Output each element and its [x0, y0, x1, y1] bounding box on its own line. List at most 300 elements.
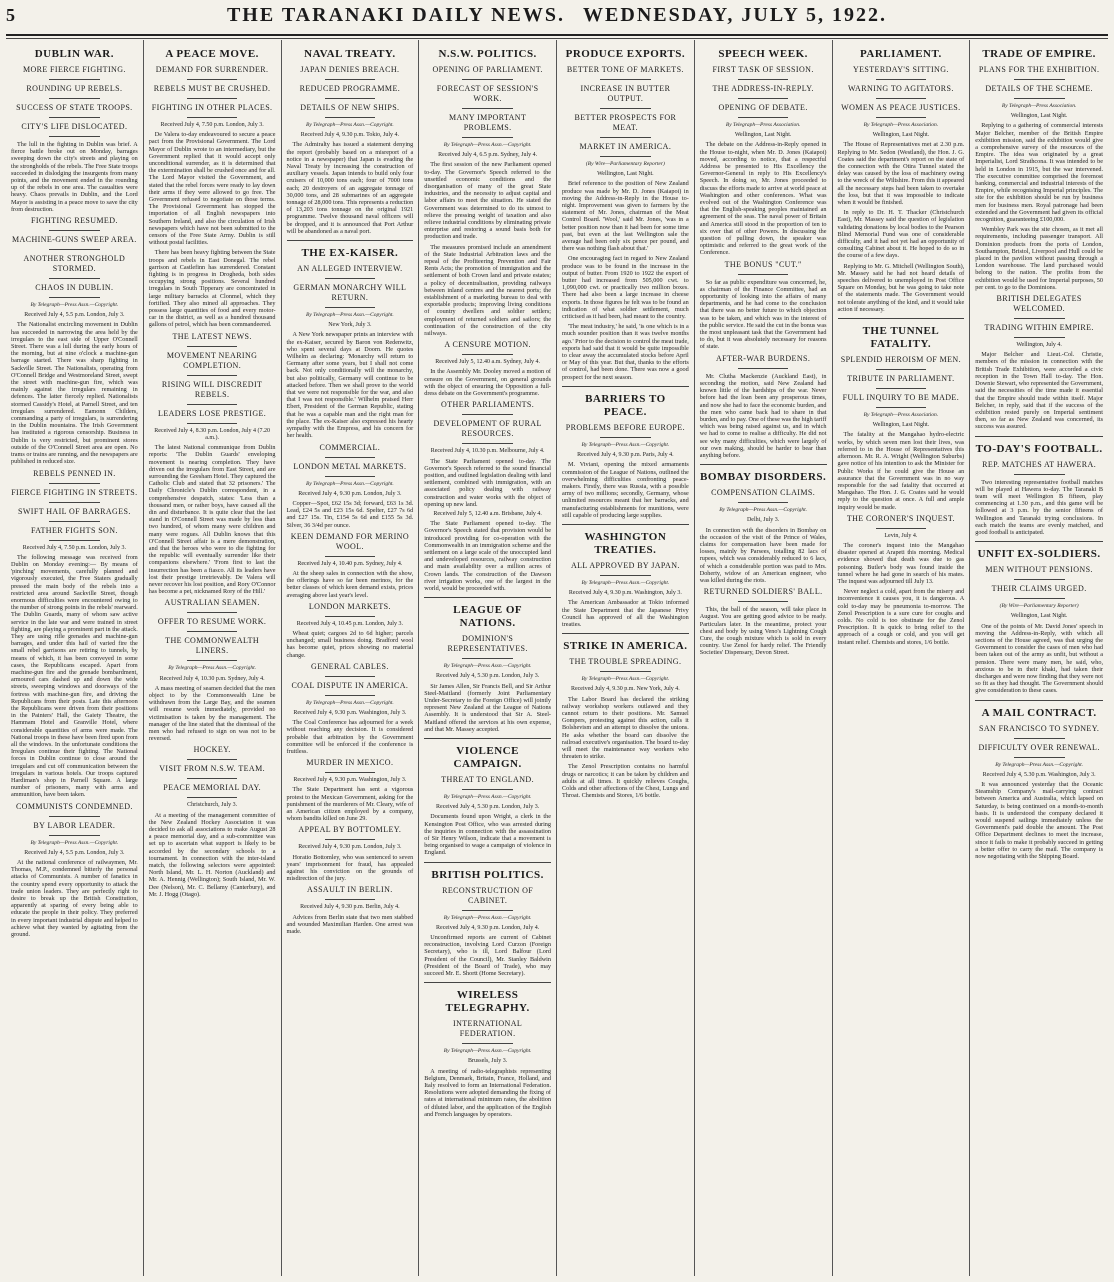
- article-paragraph: At a meeting of the management committee of the New Zealand Hockey Association it was decided to ask all associations to make August 28 a peace memorial day, and a sub-committee was set up to ascertain what support is likely to be accorded by the secondary schools to a tournament. In connection with the inter-island match, the following selectors were appointed: North Island, Mr. L. H. Norton (Auckland) and Mr. A. Hennig (Wellington); South Island, Mr. W. Dee (Nelson), Mr. C. Bellamy (Canterbury), and Mr. J. Hogg (Otago).: [148, 811, 276, 898]
- subheading-rule: [187, 375, 238, 376]
- article-paragraph: Wheat quiet; cargoes 2d to 6d higher; parcels unchanged; small business doing. Bradford wool has become quiet, prices showing no material change.: [286, 629, 414, 659]
- article-byline: By Telegraph—Press Assn.—Copyright.: [305, 122, 394, 128]
- article-dateline: Received July 4, 9.30 p.m. London, July 4.: [436, 924, 540, 931]
- subheading-rule: [462, 658, 513, 659]
- subheading-rule: [49, 278, 100, 279]
- article-subheading: A CENSURE MOTION.: [444, 340, 531, 350]
- article-subheading: HOCKEY.: [193, 745, 231, 755]
- article-divider: [424, 862, 551, 863]
- article-dateline: Received July 5, 12.40 a.m. Sydney, July 4.: [435, 359, 540, 366]
- article-body: [287, 854, 414, 883]
- article-body: [424, 813, 551, 856]
- article-byline: By Telegraph—Press Association.: [863, 412, 939, 419]
- article-byline: By Telegraph—Press Assn.—Copyright.: [581, 676, 670, 683]
- subheading-rule: [738, 368, 789, 369]
- masthead-rule: [6, 34, 1108, 39]
- article-headline: WIRELESS TELEGRAPHY.: [445, 989, 530, 1015]
- article-paragraph: The first session of the new Parliament opened to-day. The Governor's Speech referred to the unsettled economic conditions and the disorganisation of many of the great State industries, and the necessity to adjust capital and labor affairs to meet the situation. He stated the Government was determined to do its utmost to relieve the pressing weight of taxation and also relieve industrial conditions by eliminating private enterprise and restoring a sound basis both for production and trade.: [424, 161, 551, 241]
- article-subheading: TRADING WITHIN EMPIRE.: [984, 323, 1094, 333]
- article-dateline: Received July 4, 5.5 p.m. London, July 3.: [24, 849, 125, 856]
- article-paragraph: A meeting of radio-telegraphists representing Belgium, Denmark, Britain, France, Holland, and Italy resolved to form an International Federation. Resolutions were adopted demanding the fixing of rates at international minimum rates, the abolition of diluted labor, and the application of the English and French languages by operators.: [424, 1067, 551, 1118]
- article-paragraph: In reply to Dr. H. T. Thacker (Christchurch East), Mr. Massey said the question of legislation validating donations by local bodies to the Pearson Blind Memorial Fund was one of considerable difficulty, and it had not yet had an opportunity of consulting Cabinet about it. He hoped to do so in the course of a few days.: [837, 209, 965, 260]
- article-body: [287, 630, 414, 659]
- subheading-rule: [325, 556, 376, 557]
- article-body: [838, 141, 965, 206]
- article-subheading: SAN FRANCISCO TO SYDNEY.: [978, 723, 1100, 733]
- article-paragraph: Replying to a gathering of commercial interests Major Belcher, member of the British Empire exhibition mission, said the exhibition would give a comprehensive survey of the resources of the Empire. The idea was originated by a great Imperialist, Lord Strathcona. It was intended to be held in London in 1915, but the war intervened. The executive committee comprised the foremost banking, commercial and industrial interests of the Empire, while recognising Imperial principles. The site for the exhibition should be run by business men for business men. Royal patronage had been extended and the Government had given its official recognition, guaranteeing £100,000.: [975, 122, 1103, 224]
- article-divider: [424, 597, 551, 598]
- article-byline: By Telegraph—Press Assn.—Copyright.: [443, 142, 532, 148]
- article-byline: By Telegraph—Press Assn.—Copyright.: [443, 793, 532, 800]
- article-divider: [562, 633, 689, 634]
- article-subheading: MACHINE-GUNS SWEEP AREA.: [12, 235, 137, 245]
- subheading-rule: [1014, 579, 1065, 580]
- subheading-rule: [1014, 738, 1065, 739]
- article-dateline: Wellington, Last Night.: [872, 422, 930, 429]
- subheading-rule: [738, 79, 789, 80]
- article-subheading: COAL DISPUTE IN AMERICA.: [291, 680, 409, 690]
- subheading-rule: [876, 117, 927, 118]
- column-1: [6, 40, 144, 1276]
- article-byline: By Telegraph—Press Assn.—Copyright.: [995, 761, 1084, 768]
- subheading-rule: [1014, 318, 1065, 319]
- masthead-title: THE TARANAKI DAILY NEWS.: [226, 4, 566, 26]
- article-body: [287, 914, 414, 936]
- article-dateline: Received July 4, 9.30 p.m. Paris, July 4.: [577, 452, 674, 459]
- article-body: [11, 554, 138, 799]
- article-subheading: THE TROUBLE SPREADING.: [569, 657, 682, 667]
- article-dateline: Received July 4, 9.30 p.m. Washington, July 3.: [293, 777, 407, 784]
- subheading-rule: [738, 502, 789, 503]
- subheading-rule: [462, 443, 513, 444]
- article-headline: BOMBAY DISORDERS.: [699, 471, 827, 484]
- article-subheading: DOMINION'S REPRESENTATIVES.: [447, 634, 528, 654]
- subheading-rule: [49, 816, 100, 817]
- article-body: [287, 786, 414, 822]
- article-paragraph: The Zenol Prescription contains no harmful drugs or narcotics; it can be taken by children and adults at all times. It quickly relieves Coughs, Colds and other affections of the Chest, Lungs and Throat. Chemists and Stores, 1/6 bottle.: [562, 763, 689, 800]
- subheading-rule: [187, 79, 238, 80]
- subheading-rule: [600, 156, 651, 157]
- subheading-rule: [187, 98, 238, 99]
- page-number: 5: [6, 5, 15, 25]
- article-body: [562, 599, 689, 628]
- article-headline: LEAGUE OF NATIONS.: [453, 604, 523, 630]
- article-dateline: Received July 4, 5.5 p.m. London, July 3.: [24, 312, 125, 319]
- article-subheading: BY LABOR LEADER.: [33, 820, 116, 830]
- article-dateline: Received July 4, 9.30 p.m. Berlin, July 4.: [300, 904, 400, 911]
- article-paragraph: 'The meat industry,' he said, 'is one which is in a much sounder position than it was twelve months ago.' Prior to the decision to control the meat trade, exports had said that it would be quite impossible to clear away the accumulated stocks before April or May of this year. But that, thanks to the efforts of control, had been done. There was now a good prospect for the next season.: [562, 323, 689, 381]
- article-subheading: CHAOS IN DUBLIN.: [35, 283, 114, 293]
- article-subheading: OFFER TO RESUME WORK.: [157, 617, 267, 627]
- article-dateline: Received July 4, 9.30 p.m. London, July 3.: [298, 490, 402, 497]
- article-body: [838, 542, 965, 585]
- article-dateline: Delhi, July 3.: [746, 517, 780, 524]
- article-subheading: THE ADDRESS-IN-REPLY.: [712, 84, 814, 93]
- article-byline: By Telegraph—Press Association.: [1001, 103, 1077, 109]
- article-dateline: Wellington, Last Night.: [734, 132, 792, 139]
- article-byline: (By Wire—Parliamentary Reporter): [585, 161, 665, 167]
- article-body: [149, 812, 276, 898]
- article-paragraph: Brief reference to the position of New Zealand produce was made by Mr. D. Jones (Kaiapoi) in moving the Address-in-Reply in the House to-night. Improvement was given to farmers by the statement of Mr. Jones, chairman of the Meat Control Board. 'Wool,' said Mr. Jones, 'was in a better position now than it had been for some time past, but even at the last Wellington sale the average had been only six pence per pound, and there was nothing flash about that.': [562, 180, 689, 253]
- article-subheading: FULL INQUIRY TO BE MADE.: [842, 393, 960, 403]
- article-subheading: SUCCESS OF STATE TROOPS.: [16, 103, 133, 112]
- subheading-rule: [325, 98, 376, 99]
- article-subheading: LEADERS LOSE PRESTIGE.: [158, 408, 267, 418]
- article-paragraph: The American Ambassador at Tokio informed the State Department that the Japanese Privy Council has approved of all the Washington treaties.: [562, 599, 689, 628]
- article-subheading: SPLENDID HEROISM OF MEN.: [840, 355, 962, 365]
- subheading-rule: [462, 789, 513, 790]
- article-divider: [975, 541, 1103, 542]
- article-subheading: ANOTHER STRONGHOLD STORMED.: [23, 254, 126, 274]
- subheading-rule: [49, 136, 100, 137]
- subheading-rule: [187, 759, 238, 760]
- article-subheading: ROUNDING UP REBELS.: [26, 84, 123, 93]
- subheading-rule: [325, 117, 376, 118]
- article-body: [700, 141, 827, 256]
- article-paragraph: Horatio Bottomley, who was sentenced to seven years' imprisonment for fraud, has appealed against his conviction on the grounds of misdirection of the jury.: [286, 853, 414, 883]
- article-subheading: FIERCE FIGHTING IN STREETS.: [11, 487, 138, 497]
- article-paragraph: Documents found upon Wright, a clerk in the Kensington Post Office, who was arrested during the inquiries in connection with the assassination of Sir Henry Wilson, indicate that a movement is being organised to wage a campaign of violence in England.: [424, 813, 551, 857]
- article-dateline: Christchurch, July 3.: [187, 802, 238, 809]
- article-byline: By Telegraph—Press Assn.—Copyright.: [581, 441, 670, 448]
- article-dateline: Received July 5, 12.40 a.m. Brisbane, July 4.: [433, 510, 542, 517]
- article-headline: BARRIERS TO PEACE.: [585, 392, 666, 418]
- article-subheading: OPENING OF PARLIAMENT.: [432, 65, 543, 74]
- article-dateline: Levin, July 4.: [884, 532, 918, 539]
- article-subheading: INCREASE IN BUTTER OUTPUT.: [580, 84, 671, 103]
- article-subheading: MARKET IN AMERICA.: [579, 142, 672, 151]
- article-body: [149, 249, 276, 328]
- article-body: [424, 368, 551, 397]
- article-paragraph: One encouraging fact in regard to New Zealand produce was to be found in the increase in the output of butter. From 1920 to 1922 the export of butter had increased from 505,000 cwt. to 1,090,000 cwt. or practically two million boxes. There had also been a large increase in cheese exports. In those figures he felt was to be found an indication of what soldier settlement, much criticised as it had been, had meant to the country.: [562, 255, 689, 321]
- subheading-rule: [187, 117, 238, 118]
- article-body: [975, 122, 1103, 223]
- article-subheading: PLANS FOR THE EXHIBITION.: [978, 65, 1100, 74]
- subheading-rule: [325, 676, 376, 677]
- newspaper-columns: [6, 40, 1108, 1276]
- subheading-rule: [876, 79, 927, 80]
- article-divider: [838, 318, 965, 319]
- article-body: [975, 781, 1103, 860]
- article-paragraph: It was announced yesterday that the Oceanic Steamship Company's mail-carrying contract between America and Australia, which lapsed on Saturday, is being continued on a month-to-month basis. It is understood the company declared it would suspend sailings immediately unless the Government's paid double the amount. The Post Office Department declines to meet the increase, since it fails to make it probably succeed in getting a better offer to carry the mail. The company is now negotiating with the Shipping Board.: [975, 780, 1103, 861]
- column-7: [833, 40, 971, 1276]
- article-body: [562, 696, 689, 761]
- article-subheading: INTERNATIONAL FEDERATION.: [453, 1019, 523, 1039]
- subheading-rule: [325, 839, 376, 840]
- article-body: [975, 479, 1103, 537]
- article-dateline: Received July 4, 7.50 p.m. London, July 3.: [22, 544, 126, 551]
- subheading-rule: [462, 414, 513, 415]
- article-subheading: DETAILS OF NEW SHIPS.: [300, 103, 400, 112]
- article-headline: THE TUNNEL FATALITY.: [862, 325, 940, 351]
- article-subheading: BETTER PROSPECTS FOR MEAT.: [574, 113, 677, 132]
- article-paragraph: So far as public expenditure was concerned, he, as chairman of the Finance Committee, had an opportunity of looking into the affairs of many departments, and he had come to the conclusion that there was no better future to which objection was to be taken, and which was in the interest of the public service. He said the cut in the bonus was the most unpleasant task that the Government had to do, but it was absolutely necessary for reasons of state.: [699, 278, 827, 351]
- article-paragraph: The Admiralty has issued a statement denying the report (probably based on a misreport of a notice in a newspaper) that Japan is evading the Naval Treaty by increasing the construction of auxiliary vessels. Japan intends to build only four cruisers of 10,000 tons each; four of 7000 tons each; 20 destroyers of an aggregate tonnage of 30,000 tons, and 28 submarines of an aggregate tonnage of 28,000 tons. This represents a reduction of 13,203 tons tonnage on the original 1921 programme. Twelve thousand naval officers will be dropped, and it is announced that Port Arthur will be abandoned as a naval port.: [286, 141, 414, 235]
- article-headline: UNFIT EX-SOLDIERS.: [977, 548, 1101, 561]
- article-paragraph: The State Parliament opened to-day. The Governor's Speech stated that provision would be introduced providing for co-operation with the Commonwealth in an immigration scheme and the settlement on a large scale of the unoccupied land and undeveloped resources, railway construction and main availability over a million acres of Crown lands. The construction of the Dawson river irrigation works, one of the largest in the world, would be proceeded with.: [424, 520, 551, 592]
- subheading-rule: [1014, 598, 1065, 599]
- article-subheading: AUSTRALIAN SEAMEN.: [164, 598, 260, 608]
- article-paragraph: The debate on the Address-in-Reply opened in the House to-night, when Mr. D. Jones (Kaiapoi) moved, according to notice, that a respectful Address be presented to His Excellency the Governor-General in reply to His Excellency's Speech. In doing so, Mr. Jones proceeded to discuss the efforts made to arrive at world peace at Washington and other conferences. What was evolved out of the Washington Conference was that the English-speaking peoples maintained an agreement of the seas. The naval power of Britain and America still stood in the proportion of ten to six over that of other Powers. In discussing the question of pulling down, the speaker was optimistic and referred to the great work of the Conference.: [699, 141, 827, 257]
- subheading-rule: [49, 230, 100, 231]
- article-subheading: GERMAN MONARCHY WILL RETURN.: [293, 283, 407, 303]
- article-byline: By Telegraph—Press Assn.—Copyright.: [443, 1048, 532, 1055]
- article-subheading: THE BONUS "CUT.": [724, 259, 802, 269]
- subheading-rule: [49, 249, 100, 250]
- article-subheading: MOVEMENT NEARING COMPLETION.: [166, 350, 258, 370]
- subheading-rule: [325, 899, 376, 900]
- article-dateline: Wellington, Last Night.: [872, 132, 930, 139]
- article-dateline: Received July 4, 9.30 p.m. Washington, July 3.: [293, 709, 407, 716]
- article-body: [287, 331, 414, 439]
- subheading-rule: [187, 797, 238, 798]
- article-body: [287, 719, 414, 755]
- subheading-rule: [738, 601, 789, 602]
- article-paragraph: A New York newspaper prints an interview with the ex-Kaiser, secured by Baron von Redenwitz, who spent several days at Doorn. He quotes Wilhelm as declaring: 'Monarchy will return to Germany after some years, but I shall not come back. Not only conditionally will the monarchy, but also politically, Germany will continue to be attacked before. Then we shall prove to the world that we were not responsible for the war, and also that I was not responsible.' Wilhelm praised Herr Ebert, President of the German Republic, stating that he was a capable man and the right man for the place. The ex-Kaiser also expressed his hearty sympathy with the Empress, and his concern for her health.: [286, 331, 414, 440]
- article-subheading: COMMUNISTS CONDEMNED.: [15, 801, 133, 811]
- article-dateline: Received July 4, 10.30 p.m. Sydney, July 4.: [159, 675, 265, 682]
- subheading-rule: [49, 521, 100, 522]
- article-dateline: Received July 4, 9.30 p.m. Tokio, July 4.: [300, 132, 400, 139]
- subheading-rule: [462, 108, 513, 109]
- article-dateline: Received July 4, 9.30 p.m. Washington, July 3.: [568, 590, 682, 597]
- article-subheading: COMMERCIAL.: [319, 442, 381, 452]
- subheading-rule: [600, 437, 651, 438]
- article-body: [11, 141, 138, 213]
- masthead: [0, 4, 1114, 27]
- article-subheading: JAPAN DENIES BREACH.: [300, 65, 400, 74]
- article-subheading: LONDON METAL MARKETS.: [293, 461, 407, 471]
- subheading-rule: [738, 98, 789, 99]
- article-paragraph: At the national conference of railwaymen, Mr. Thomas, M.P., condemned bitterly the personal attacks of Communists. A number of fanatics in the country spend every opportunity to attack the trade union leaders. They are perfectly right to desire to break up the British Constitution, apparently at sparing of every being able to educate the people in their policy. They preferred in every important industrial dispute and helped to achieve what they wanted by agitating from the ground.: [11, 859, 138, 939]
- article-paragraph: Unconfirmed reports are current of Cabinet reconstruction, involving Lord Curzon (Foreign Secretary), who is ill, Lord Balfour (Lord President of the Council), Mr. Stanley Baldwin (President of the Board of Trade), who may succeed Mr. E. Shortt (Home Secretary).: [424, 934, 551, 978]
- article-dateline: Brussels, July 3.: [467, 1058, 508, 1065]
- subheading-rule: [462, 1043, 513, 1044]
- article-headline: PARLIAMENT.: [859, 48, 942, 60]
- article-divider: [975, 436, 1103, 437]
- article-subheading: VISIT FROM N.S.W. TEAM.: [159, 764, 265, 774]
- column-3: [282, 40, 420, 1276]
- article-subheading: DETAILS OF THE SCHEME.: [985, 84, 1093, 93]
- article-subheading: ASSAULT IN BERLIN.: [307, 885, 393, 895]
- subheading-rule: [462, 79, 513, 80]
- article-subheading: FIRST TASK OF SESSION.: [712, 65, 814, 74]
- subheading-rule: [187, 660, 238, 661]
- subheading-rule: [325, 278, 376, 279]
- article-paragraph: The following message was received from Dublin on Monday evening:— By means of 'pinching' movements, carefully planned and vigorously executed, the Free Staters gradually pressed the main body of the rebels into a restricted area around Sackville Street, though enormous difficulties were encountered owing to the number of strong points in the rebels' rearward. The Dublin Guards, many of whom saw active service in the late war and were trained in street fighting, are playing a prominent part in the attack. They are using rifle grenades and machine-gun barrages, and under this hail of varied fire the small rebel garrisons are retiring to tunnels, by means of which, it has been conveyed in some cases, the Republicans escaped. Apart from machine-gun fire and the grenade bombardment, armoured cars dashed up and down the wide streets, sweeping windows and doorways of the fortress with machine-gun fire, and driving the Republicans from their posts. Late this afternoon the Republicans were driven from their positions in the Painters' Hall, the Gaiety Theatre, the Hammam Hotel and Granville Hotel, where considerable quantities of arms were made. The National troops in these have been fired upon from all the windows. In the unfortunate conditions the Irregulars continue their fighting. The National forces in Dublin continue to close around the irregulars and cut off communication between the irregulars in various hotels. Our troops captured Hardiman's shop in Parnell Square. A large number of prisoners, many with arms and ammunition, have been taken.: [11, 553, 138, 799]
- subheading-rule: [49, 540, 100, 541]
- article-byline: By Telegraph—Press Assn.—Copyright.: [168, 665, 257, 672]
- article-dateline: Wellington, Last Night.: [597, 171, 654, 178]
- article-divider: [700, 464, 827, 465]
- article-byline: By Telegraph—Press Assn.—Copyright.: [719, 507, 808, 514]
- subheading-rule: [187, 423, 238, 424]
- column-8: [970, 40, 1108, 1276]
- subheading-rule: [600, 671, 651, 672]
- article-paragraph: The latest National communique from Dublin reports: 'The Dublin Guards' enveloping movement is nearing completion. They have driven out the irregulars from East Street, and are surrounding the Gresham Hotel. They captured the Catholic Club and stated that 32 prisoners.' The Daily Chronicle's Dublin correspondent, in a comprehensive despatch, states: 'Less than a thousand men, or rather boys, have caused all the din and disturbance. It is quite clear that the last stand in O'Connell Street was made by less than two hundred, of whom many were children and many were rogues. All Dublin knows that this O'Connell Street affair is a mere demonstration, and that the heroes who were to die fighting for the republic will eventually surrender like their companions elsewhere.' 'From first to last the insurrection has been a fiasco. All its leaders have lost their prestige irretrievably. De Valera will never recover his lost position, and Rory O'Connor has become a pet, nicknamed Rory of the Hill.': [148, 444, 276, 596]
- article-headline: PRODUCE EXPORTS.: [565, 48, 686, 60]
- subheading-rule: [600, 108, 651, 109]
- subheading-rule: [876, 98, 927, 99]
- subheading-rule: [876, 369, 927, 370]
- subheading-rule: [49, 483, 100, 484]
- article-dateline: Received July 4, 10.40 p.m. Sydney, July 4.: [297, 560, 403, 567]
- article-subheading: YESTERDAY'S SITTING.: [852, 65, 949, 74]
- subheading-rule: [462, 354, 513, 355]
- article-subheading: REBELS MUST BE CRUSHED.: [153, 84, 271, 93]
- article-subheading: PEACE MEMORIAL DAY.: [163, 783, 261, 793]
- subheading-rule: [1014, 79, 1065, 80]
- article-dateline: Wellington, Last Night.: [1010, 613, 1068, 620]
- article-body: [975, 351, 1103, 430]
- article-body: [424, 683, 551, 733]
- article-paragraph: There has been heavy fighting between the State troops and rebels in East Donegal. The rebel garrison at Castlefinn has surrendered. Constant fighting is in progress in Drogheda, both sides occupying strong positions. Several hundred irregulars in South Tipperary are concentrated in large military barracks at Clonmel, which they fortified. They also mined all approaches. They possess large quantities of food and every motor-car in the district, as well as a hundred thousand gallons of petrol, which has been commandeered.: [148, 249, 276, 329]
- subheading-rule: [187, 778, 238, 779]
- article-paragraph: In the Assembly Mr. Dooley moved a motion of censure on the Government, on general grounds with the object of ensuring the Opposition a full-dress debate on the Government's programme.: [424, 368, 551, 398]
- article-subheading: OPENING OF DEBATE.: [718, 103, 808, 112]
- article-paragraph: The fatality at the Mangahao hydro-electric works, by which seven men lost their lives, was referred to in the House of Representatives this afternoon. Mr. R. A. Wright (Wellington Suburbs) gave notice of his intention to ask the Minister for Public Works if he could give the House an assurance that the Government was in no way responsible for the sad fatality that occurred at Mangahao. The Hon. J. G. Coates said he would reply to the question at once. A full and ample inquiry would be made.: [837, 431, 965, 511]
- article-body: [838, 209, 965, 259]
- article-byline: By Telegraph—Press Assn.—Copyright.: [305, 699, 394, 706]
- article-paragraph: The Coal Conference has adjourned for a week without reaching any decision. It is considered probable that arbitration by the Government committee will be enforced if the conference is fruitless.: [286, 719, 414, 755]
- article-subheading: BETTER TONE OF MARKETS.: [566, 65, 684, 74]
- article-body: [700, 527, 827, 585]
- article-subheading: FATHER FIGHTS SON.: [30, 525, 118, 535]
- article-dateline: Received July 4, 9.30 p.m. London, July 3.: [298, 844, 402, 851]
- article-divider: [424, 982, 551, 983]
- article-paragraph: One of the points of Mr. David Jones' speech in moving the Address-in-Reply, with which all sections of the House agreed, was that urging the Government to consider the cases of men who had been taken out of the army as unfit, but without a pension. There were many men, he said, who, anxious to be in their khaki, had taken their discharges and were now finding that they were not so fit as they had thought. The Government should give consideration to these cases.: [975, 622, 1103, 695]
- article-body: [11, 859, 138, 938]
- article-body: [562, 461, 689, 519]
- article-body: [287, 141, 414, 235]
- article-body: [424, 161, 551, 240]
- article-body: [149, 444, 276, 595]
- subheading-rule: [187, 404, 238, 405]
- article-body: [700, 373, 827, 459]
- article-byline: (By Wire—Parliamentary Reporter): [999, 603, 1079, 610]
- article-subheading: FORECAST OF SESSION'S WORK.: [436, 84, 539, 103]
- masthead-date: WEDNESDAY, JULY 5, 1922.: [583, 4, 888, 26]
- subheading-rule: [187, 612, 238, 613]
- article-body: [838, 263, 965, 313]
- article-dateline: Received July 4, 5.30 p.m. London, July 3.: [436, 804, 540, 811]
- article-dateline: Received July 4, 9.30 p.m. New York, July 4.: [570, 686, 680, 693]
- article-byline: By Telegraph—Press Association.: [863, 122, 939, 128]
- article-subheading: REDUCED PROGRAMME.: [299, 84, 401, 93]
- article-headline: A MAIL CONTRACT.: [981, 706, 1097, 719]
- column-6: [695, 40, 833, 1276]
- subheading-rule: [876, 388, 927, 389]
- article-subheading: REP. MATCHES AT HAWERA.: [982, 459, 1097, 469]
- article-subheading: RETURNED SOLDIERS' BALL.: [703, 587, 823, 597]
- subheading-rule: [325, 457, 376, 458]
- subheading-rule: [49, 835, 100, 836]
- article-subheading: ALL APPROVED BY JAPAN.: [570, 560, 680, 570]
- article-subheading: THE CORONER'S INQUEST.: [846, 513, 955, 523]
- article-subheading: GENERAL CABLES.: [311, 661, 389, 671]
- article-subheading: AN ALLEGED INTERVIEW.: [297, 264, 403, 274]
- column-5: [557, 40, 695, 1276]
- article-byline: By Telegraph—Press Assn.—Copyright.: [443, 663, 532, 670]
- subheading-rule: [600, 137, 651, 138]
- subheading-rule: [49, 502, 100, 503]
- subheading-rule: [1014, 474, 1065, 475]
- article-paragraph: Mr. Clutha Mackenzie (Auckland East), in seconding the motion, said New Zealand had known little of the hardships of the war. Never before had the loan been any prosperous times, and now she had to face the economic burden, and the men who came back had to share in that burden, and to pay. One of these was the high tariff which was being raised against us, and in which we had to come to realise a difficulty. He did not see why many difficulties, which were largely of our own making, should be harder to bear than anything before.: [699, 372, 827, 459]
- article-subheading: MEN WITHOUT PENSIONS.: [985, 565, 1093, 575]
- article-divider: [287, 240, 414, 241]
- article-dateline: Wellington, July 4.: [1016, 342, 1062, 349]
- article-paragraph: Two interesting representative football matches will be played at Hawera to-day. The Taranaki B team will meet Wellington B fifteen, play commencing at 1.30 p.m., and this game will be followed at 3 p.m. by the senior fifteens of Wellington and Taranaki trying conclusions. In each match the teams are evenly matched, and good football is anticipated.: [975, 478, 1103, 536]
- article-subheading: OTHER PARLIAMENTS.: [441, 400, 535, 410]
- subheading-rule: [325, 616, 376, 617]
- article-body: [424, 244, 551, 338]
- article-divider: [562, 386, 689, 387]
- article-headline: SPEECH WEEK.: [718, 48, 808, 60]
- article-headline: BRITISH POLITICS.: [431, 868, 544, 881]
- subheading-rule: [738, 274, 789, 275]
- article-body: [424, 458, 551, 508]
- article-byline: By Telegraph—Press Assn.—Copyright.: [30, 302, 119, 309]
- article-headline: NAVAL TREATY.: [304, 48, 396, 60]
- article-paragraph: The State Department has sent a vigorous protest to the Mexican Government, asking for the punishment of the murderers of Mr. Cleary, wife of an American citizen employed by a company, whom bandits killed on June 29.: [286, 786, 414, 823]
- article-body: [424, 1068, 551, 1118]
- article-subheading: APPEAL BY BOTTOMLEY.: [298, 825, 402, 835]
- article-subheading: LONDON MARKETS.: [308, 601, 391, 611]
- article-paragraph: A mass meeting of seamen decided that the men object to by the Commonwealth Line be withdrawn from the Large Bay, and the seamen will resume work immediately, provided no victimisation is taken by the management. The manager of the line stated that the dismissal of the men who had refused to sign on was not to be reversed.: [148, 684, 276, 743]
- article-paragraph: The House of Representatives met at 2.30 p.m. Replying to Mr. Sedon (Westland), the Hon. J. G. Coates said the department's report on the state of the connection with the Otira Tunnel stated the delay was caused by the loss of machinery owing to the wreck of the Wiltshire. From this it appeared all the necessary steps had been taken to overtake the loss, but that it was impossible to indicate when it would be finished.: [837, 141, 965, 207]
- article-subheading: AFTER-WAR BURDENS.: [715, 353, 811, 363]
- article-byline: By Telegraph—Press Association.: [725, 122, 801, 128]
- article-dateline: Wellington, Last Night.: [1010, 113, 1068, 120]
- subheading-rule: [876, 407, 927, 408]
- article-body: [975, 623, 1103, 695]
- subheading-rule: [49, 79, 100, 80]
- article-paragraph: The measures promised include an amendment of the State Industrial Arbitration laws and the repeal of the Profiteering Prevention and Fair Rents Acts; the promotion of immigration and the settlement of both Crown land and private estates; a policy of decentralisation, providing railways between inland centres and the nearest ports; the establishment of a marketing bureau to deal with exportable products; improving living conditions of country dwellers and soldier settlers; employment of returned soldiers and sailors; the continuation of the construction of the city railways.: [424, 243, 551, 338]
- subheading-rule: [325, 476, 376, 477]
- article-paragraph: Advices from Berlin state that two men stabbed and wounded Maximilian Harden. One arrest was made.: [286, 913, 414, 936]
- article-paragraph: Sir James Allen, Sir Francis Bell, and Sir Arthur Steel-Maitland (formerly Joint Parliamentary Under-Secretary to the Foreign Office) will jointly represent New Zealand at the League of Nations Assembly. It is understood that Sir A. Steel-Maitland offered the services at his own expense, and that Mr. Massey accepted.: [424, 682, 551, 733]
- subheading-rule: [738, 117, 789, 118]
- article-subheading: THREAT TO ENGLAND.: [441, 774, 534, 784]
- article-headline: TO-DAY'S FOOTBALL.: [975, 442, 1103, 455]
- article-subheading: THE COMMONWEALTH LINERS.: [165, 636, 260, 656]
- article-body: [562, 323, 689, 381]
- subheading-rule: [876, 528, 927, 529]
- article-subheading: FIGHTING RESUMED.: [30, 216, 118, 226]
- article-headline: STRIKE IN AMERICA.: [563, 640, 688, 653]
- article-body: [149, 685, 276, 743]
- subheading-rule: [462, 137, 513, 138]
- article-body: [149, 131, 276, 246]
- article-body: [287, 500, 414, 529]
- article-headline: VIOLENCE CAMPAIGN.: [453, 744, 522, 770]
- article-subheading: RECONSTRUCTION OF CABINET.: [442, 885, 534, 905]
- article-body: [11, 321, 138, 465]
- article-subheading: BRITISH DELEGATES WELCOMED.: [996, 294, 1082, 314]
- article-paragraph: The Labor Board has declared the striking railway workshop workers outlawed and they cannot return to their positions. Mr. Samuel Gompers, protesting against this action, calls it Bolshevism and an attempt to dissolve the unions. He asks whether the board can dissolve the railroad executive's organisation. The board to-day will meet the maintenance way workers who threaten to strike.: [562, 695, 689, 761]
- article-headline: WASHINGTON TREATIES.: [584, 530, 667, 556]
- article-body: [424, 934, 551, 977]
- article-paragraph: This, the ball of the season, will take place in August. You are getting good advice to be ready. Particulars later. In the meantime, protect your chest and body by using Veno's Lightning Cough Cure, the cough mixture which is sold in every country. Use Zenol for hardy relief. The Friendly Societies' Dispensary, Devon Street.: [699, 606, 827, 657]
- article-divider: [975, 700, 1103, 701]
- article-paragraph: Wembley Park was the site chosen, as it met all requirements, including passenger transport. All Dominion products from the ports of London, Southampton, Bristol, Liverpool and Hull could be placed in the pavilion without passing through a London warehouse. The land purchased would belong to the nation. The profits from the exhibition would be used for Imperial purposes, 50 per cent. to go to the Dominions.: [975, 226, 1103, 291]
- article-subheading: THEIR CLAIMS URGED.: [991, 584, 1087, 594]
- subheading-rule: [1014, 757, 1065, 758]
- article-dateline: Received July 4, 6.5 p.m. Sydney, July 4.: [438, 152, 538, 159]
- article-paragraph: In connection with the disorders in Bombay on the occasion of the visit of the Prince of Wales, claims for compensation have been made for losses, mainly by Parsees, totalling 82 lacs of rupees, which was considerably reduced to 6 lacs, of which a considerable portion was paid to Mrs. Doherty, widow of an American engineer, who was killed during the riots.: [699, 526, 827, 584]
- article-headline: A PEACE MOVE.: [165, 48, 259, 60]
- article-subheading: KEEN DEMAND FOR MERINO WOOL.: [290, 531, 410, 551]
